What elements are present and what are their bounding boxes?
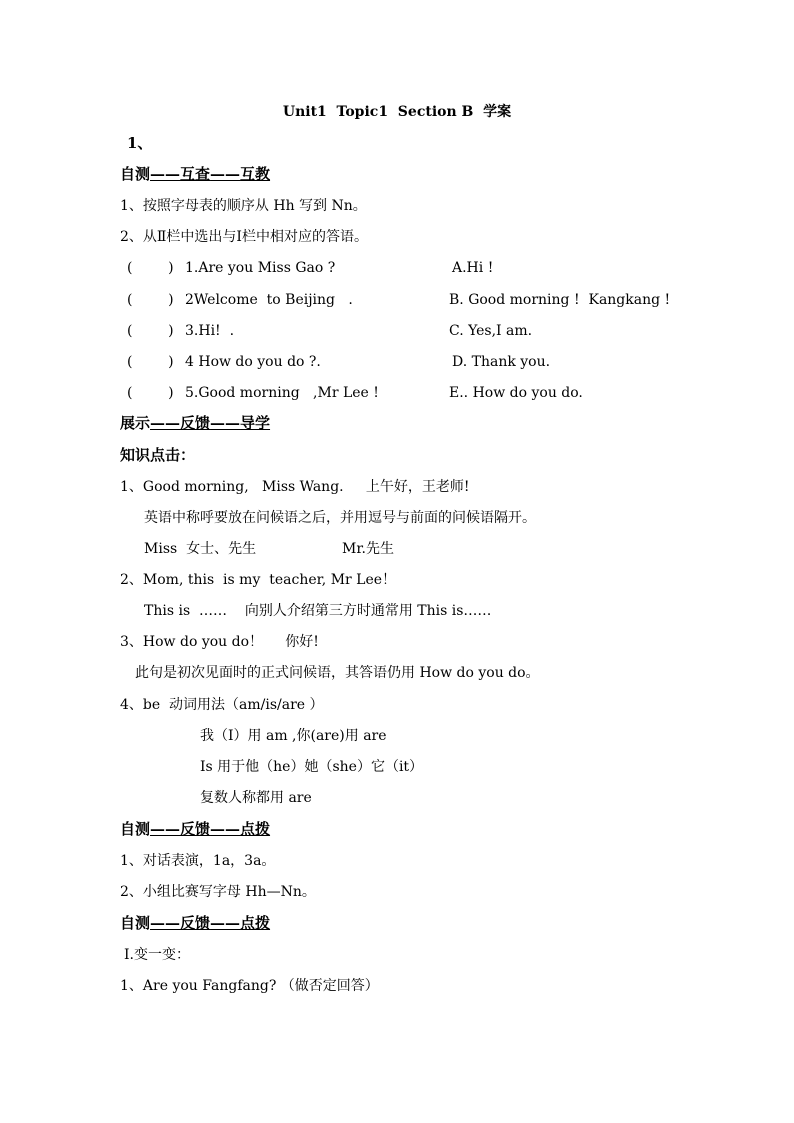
point-2: 2、Mom, this is my teacher, Mr Lee！ [120,572,397,588]
section-heading-1 [120,165,270,183]
task-1: 1、按照字母表的顺序从 Hh 写到 Nn。 [120,198,367,214]
heading-part: 导学 [240,414,271,432]
heading-part: 自测 [120,165,151,183]
answer-c: C. Yes,I am. [449,323,533,339]
point-1-mr: Mr.先生 [342,541,394,557]
point-1: 1、Good morning, Miss Wang. 上午好，王老师! [120,479,470,495]
section-heading-2 [120,414,270,432]
heading-part: 反馈 [180,914,211,932]
heading-dash: —— [210,820,241,838]
point-4: 4、be 动词用法（am/is/are ） [120,697,324,713]
heading-part: 互教 [240,165,271,183]
heading-dash: —— [150,414,181,432]
point-4-c: 复数人称都用 are [200,790,312,806]
heading-dash: —— [210,414,241,432]
answer-blank[interactable]: ( ) [127,323,174,339]
heading-part: 点拨 [240,914,271,932]
knowledge-heading: 知识点击： [120,446,196,464]
question-2: 2Welcome to Beijing . [185,292,353,308]
heading-dash: —— [150,165,181,183]
answer-a: A.Hi ! [452,260,494,276]
section-i-label: Ⅰ.变一变： [124,947,190,963]
activity-1: 1、对话表演，1a，3a。 [120,853,276,869]
section-heading-3 [120,820,270,838]
point-3: 3、How do you do！ 你好! [120,634,319,650]
activity-2: 2、小组比赛写字母 Hh—Nn。 [120,884,316,900]
question-1: 1.Are you Miss Gao ? [185,260,336,276]
point-2-note: This is …… 向别人介绍第三方时通常用 This is…… [144,603,492,619]
heading-part: 自测 [120,914,151,932]
heading-dash: —— [150,820,181,838]
heading-dash: —— [150,914,181,932]
heading-part: 自测 [120,820,151,838]
question-3: 3.Hi! . [185,323,235,339]
point-1-miss: Miss 女士、先生 [144,541,257,557]
task-2: 2、从Ⅱ栏中选出与Ⅰ栏中相对应的答语。 [120,229,368,245]
answer-d: D. Thank you. [452,354,551,370]
section-heading-4 [120,914,270,932]
heading-part: 展示 [120,414,151,432]
heading-part: 反馈 [180,820,211,838]
answer-e: E.. How do you do. [449,385,583,401]
answer-blank[interactable]: ( ) [127,354,174,370]
point-3-note: 此句是初次见面时的正式问候语，其答语仍用 How do you do。 [135,665,540,681]
point-4-b: Is 用于他（he）她（she）它（it） [200,759,424,775]
question-5: 5.Good morning ,Mr Lee ! [185,385,379,401]
point-1-note: 英语中称呼要放在问候语之后，并用逗号与前面的问候语隔开。 [144,510,536,526]
heading-part: 互查 [180,165,211,183]
heading-dash: —— [210,914,241,932]
question-4: 4 How do you do ?. [185,354,321,370]
exercise-1: 1、Are you Fangfang? （做否定回答） [120,978,379,994]
heading-dash: —— [210,165,241,183]
heading-part: 点拨 [240,820,271,838]
answer-blank[interactable]: ( ) [127,292,174,308]
point-4-a: 我（I）用 am ,你(are)用 are [200,728,387,744]
heading-part: 反馈 [180,414,211,432]
answer-b: B. Good morning ! Kangkang ! [449,292,671,308]
answer-blank[interactable]: ( ) [127,385,174,401]
item-number: 1、 [127,134,153,152]
page-title: Unit1 Topic1 Section B 学案 [282,104,512,120]
answer-blank[interactable]: ( ) [127,260,174,276]
